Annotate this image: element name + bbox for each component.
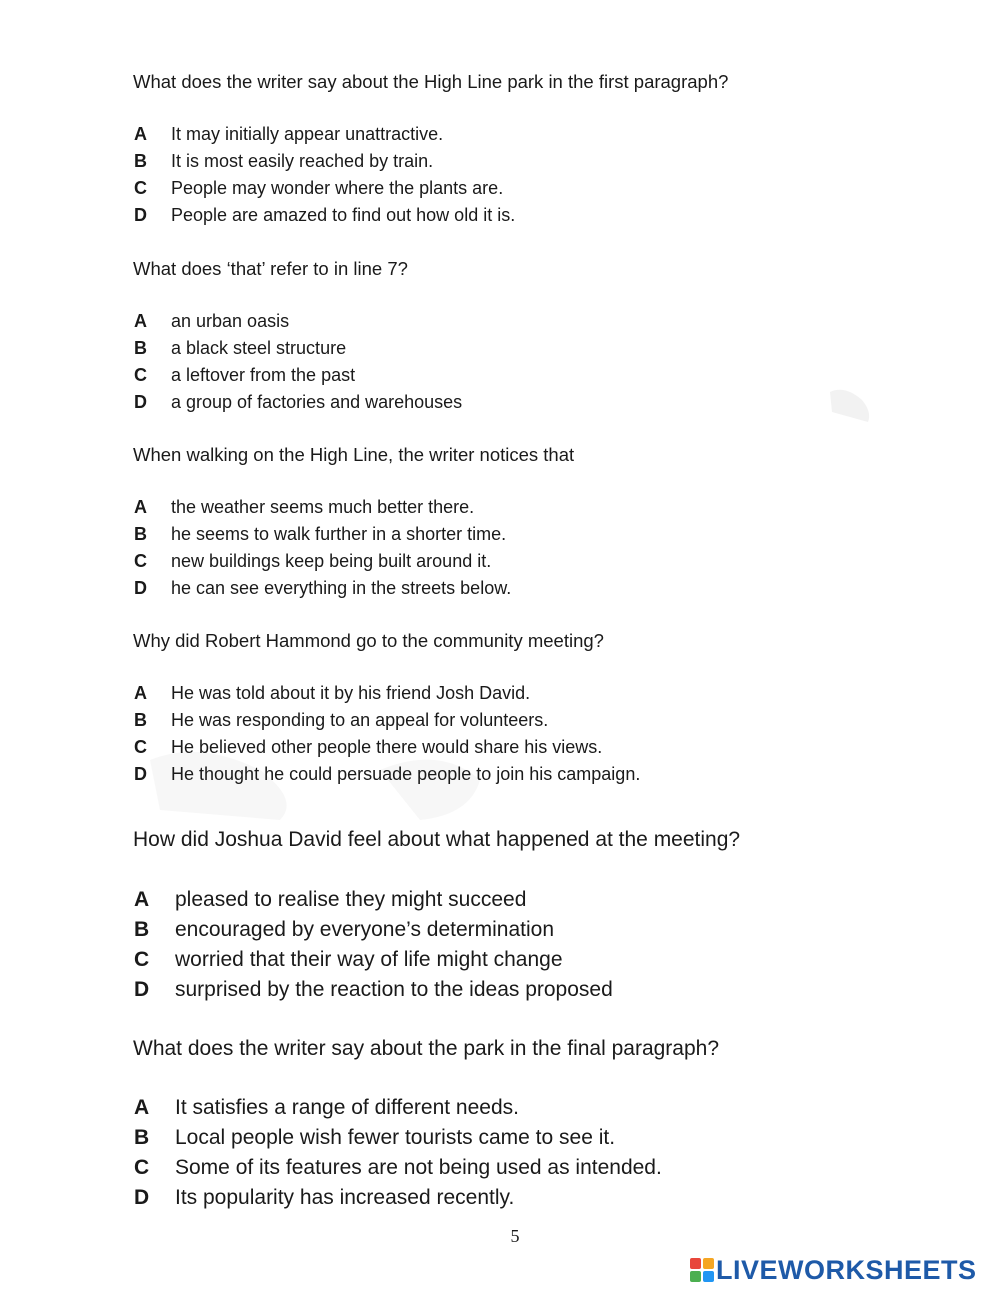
option-letter: D	[134, 978, 150, 1001]
question-text: What does ‘that’ refer to in line 7?	[133, 258, 408, 279]
option-letter: A	[134, 311, 147, 331]
option-letter: A	[134, 497, 147, 517]
option-letter: D	[134, 1186, 150, 1209]
option-letter: A	[134, 888, 150, 911]
option-text: Local people wish fewer tourists came to see it.	[175, 1126, 616, 1149]
option-text: People may wonder where the plants are.	[171, 178, 504, 198]
option-text: surprised by the reaction to the ideas proposed	[175, 978, 613, 1001]
option-letter: B	[134, 918, 150, 941]
option-text: People are amazed to find out how old it is.	[171, 205, 516, 225]
option-text: he seems to walk further in a shorter time.	[171, 524, 507, 544]
option-text: he can see everything in the streets below.	[171, 578, 512, 598]
liveworksheets-logo-icon	[690, 1258, 714, 1282]
option-text: the weather seems much better there.	[171, 497, 475, 517]
option-text: pleased to realise they might succeed	[175, 888, 527, 911]
option-letter: B	[134, 1126, 150, 1149]
option-text: new buildings keep being built around it.	[171, 551, 492, 571]
option-text: He was told about it by his friend Josh David.	[171, 683, 531, 703]
option-letter: B	[134, 710, 147, 730]
option-text: Its popularity has increased recently.	[175, 1186, 515, 1209]
option-text: He thought he could persuade people to join his campaign.	[171, 764, 641, 784]
option-text: He believed other people there would share his views.	[171, 737, 603, 757]
option-text: a leftover from the past	[171, 365, 356, 385]
question-text: When walking on the High Line, the writer notices that	[133, 444, 575, 465]
option-letter: C	[134, 365, 147, 385]
option-letter: D	[134, 205, 147, 225]
option-text: He was responding to an appeal for volunteers.	[171, 710, 549, 730]
option-letter: A	[134, 683, 147, 703]
option-letter: B	[134, 524, 147, 544]
brand-name: LIVEWORKSHEETS	[716, 1255, 977, 1285]
option-text: It may initially appear unattractive.	[171, 124, 444, 144]
option-text: a black steel structure	[171, 338, 347, 358]
option-text: an urban oasis	[171, 311, 290, 331]
option-letter: D	[134, 578, 147, 598]
question-text: What does the writer say about the park in the final paragraph?	[133, 1037, 720, 1060]
option-text: worried that their way of life might change	[175, 948, 563, 971]
option-letter: C	[134, 737, 147, 757]
option-letter: C	[134, 1156, 150, 1179]
option-letter: C	[134, 178, 147, 198]
option-text: a group of factories and warehouses	[171, 392, 463, 412]
option-letter: B	[134, 151, 147, 171]
option-letter: A	[134, 124, 147, 144]
option-text: It is most easily reached by train.	[171, 151, 434, 171]
option-letter: A	[134, 1096, 150, 1119]
question-text: Why did Robert Hammond go to the community meeting?	[133, 630, 604, 651]
option-text: encouraged by everyone’s determination	[175, 918, 555, 941]
question-text: What does the writer say about the High Line park in the first paragraph?	[133, 71, 729, 92]
page-number: 5	[510, 1226, 520, 1246]
option-letter: C	[134, 948, 150, 971]
option-letter: D	[134, 392, 147, 412]
option-text: It satisfies a range of different needs.	[175, 1096, 519, 1119]
option-letter: B	[134, 338, 147, 358]
option-text: Some of its features are not being used as intended.	[175, 1156, 662, 1179]
question-text: How did Joshua David feel about what happened at the meeting?	[133, 828, 741, 851]
option-letter: D	[134, 764, 147, 784]
option-letter: C	[134, 551, 147, 571]
